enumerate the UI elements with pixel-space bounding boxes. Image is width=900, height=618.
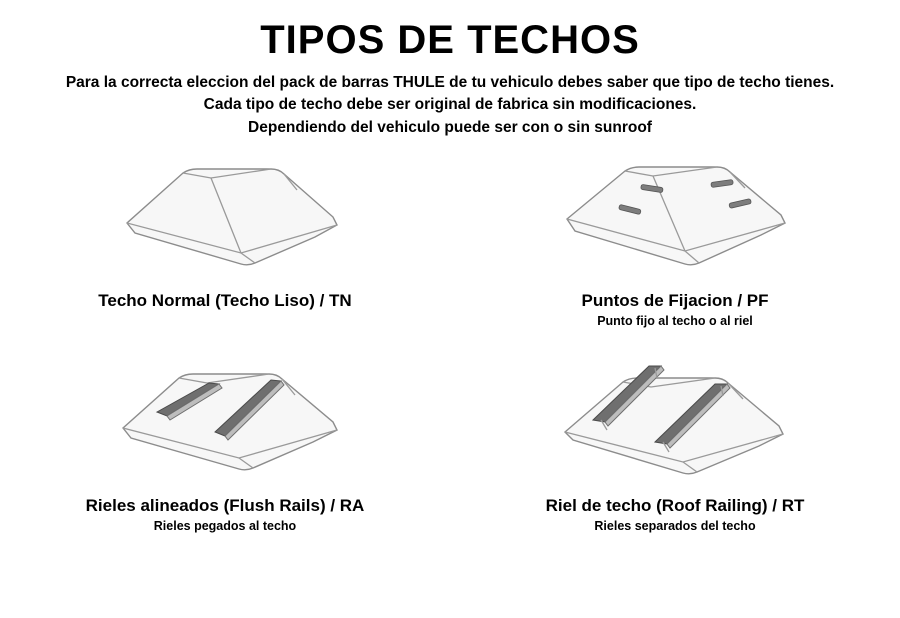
roof-type-caption: Rieles alineados (Flush Rails) / RA <box>85 496 365 516</box>
car-roof-plain-icon <box>65 145 385 285</box>
intro-line-3: Dependiendo del vehiculo puede ser con o sin sunroof <box>248 118 652 136</box>
roof-type-subcaption: Rieles pegados al techo <box>153 519 297 534</box>
car-roof-fixpoints-icon <box>515 145 835 285</box>
intro-line-2: Cada tipo de techo debe ser original de fabrica sin modificaciones. <box>203 96 697 114</box>
intro-text <box>0 72 900 139</box>
roof-type-subcaption: Punto fijo al techo o al riel <box>597 314 753 329</box>
roof-type-caption: Techo Normal (Techo Liso) / TN <box>98 291 352 311</box>
roof-type-caption: Puntos de Fijacion / PF <box>581 291 769 311</box>
poster-root <box>0 18 900 618</box>
roof-type-caption: Riel de techo (Roof Railing) / RT <box>545 496 805 516</box>
roof-types-grid <box>0 145 900 555</box>
roof-type-card-puntos-de-fijacion <box>450 145 900 350</box>
intro-line-1: Para la correcta eleccion del pack de barras THULE de tu vehiculo debes saber que tipo de techo tienes. <box>65 74 835 91</box>
roof-type-card-riel-de-techo <box>450 350 900 555</box>
roof-type-card-rieles-alineados <box>0 350 450 555</box>
car-roof-flush-rails-icon <box>65 350 385 490</box>
roof-type-subcaption: Rieles separados del techo <box>594 519 756 534</box>
roof-type-card-techo-normal <box>0 145 450 350</box>
car-roof-raised-railing-icon <box>515 350 835 490</box>
page-title: TIPOS DE TECHOS <box>260 18 640 62</box>
